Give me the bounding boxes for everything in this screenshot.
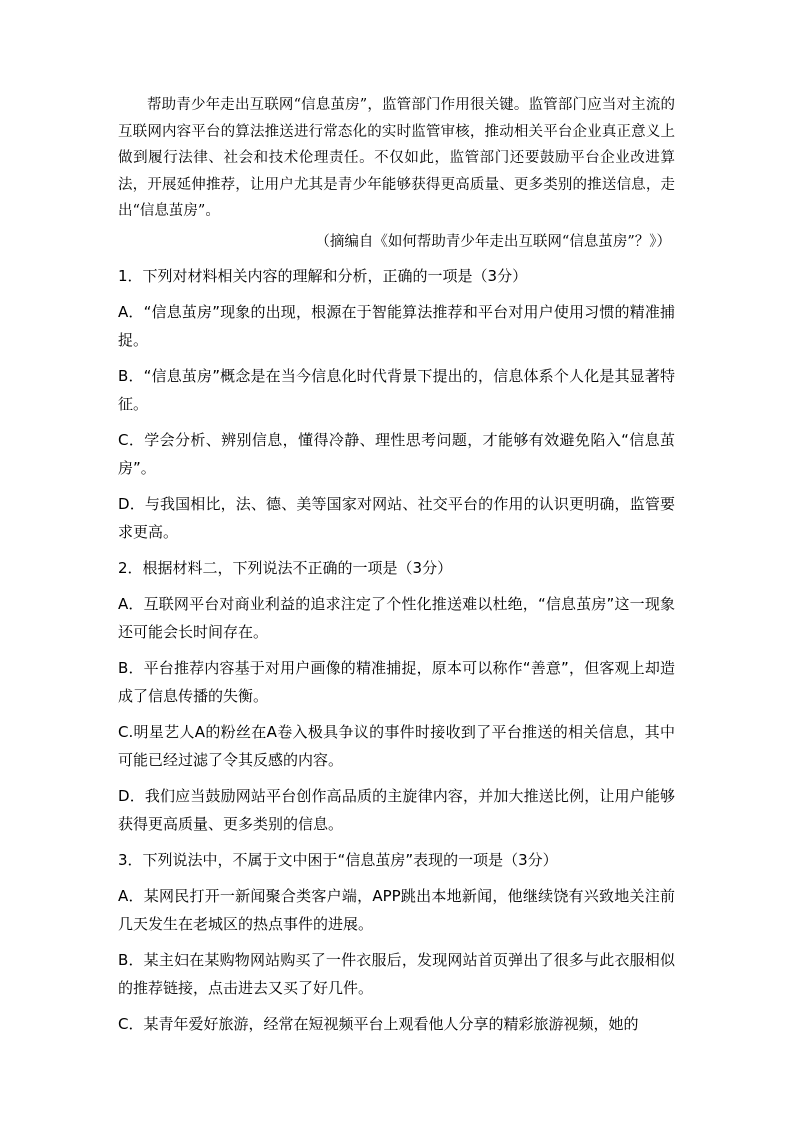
question-1-stem: 1．下列对材料相关内容的理解和分析，正确的一项是（3分）: [118, 267, 528, 285]
exam-content: [118, 92, 675, 1038]
question-2-stem: 2．根据材料二，下列说法不正确的一项是（3分）: [118, 559, 453, 577]
question-3-option-a: A．某网民打开一新闻聚合类客户端，APP跳出本地新闻，他继续饶有兴致地关注前几天发生在老城区的热点事件的进展。: [118, 887, 675, 933]
question-2-option-d: D．我们应当鼓励网站平台创作高品质的主旋律内容，并加大推送比例，让用户能够获得更高质量、更多类别的信息。: [118, 787, 675, 833]
question-2-option-a: A．互联网平台对商业利益的追求注定了个性化推送难以杜绝，“信息茧房”这一现象还可能会长时间存在。: [118, 595, 675, 641]
question-3-option-c: C．某青年爱好旅游，经常在短视频平台上观看他人分享的精彩旅游视频，她的: [118, 1015, 639, 1033]
question-1-option-a: A．“信息茧房”现象的出现，根源在于智能算法推荐和平台对用户使用习惯的精准捕捉。: [118, 303, 675, 349]
question-1-option-c: C．学会分析、辨别信息，懂得冷静、理性思考问题，才能够有效避免陷入“信息茧房”。: [118, 431, 675, 477]
passage-source: （摘编自《如何帮助青少年走出互联网“信息茧房”？》）: [315, 233, 671, 250]
question-2-option-b: B．平台推荐内容基于对用户画像的精准捕捉，原本可以称作“善意”，但客观上却造成了信息传播的失衡。: [118, 659, 675, 705]
question-1-option-d: D．与我国相比，法、德、美等国家对网站、社交平台的作用的认识更明确，监管要求更高。: [118, 495, 675, 541]
question-3-stem: 3．下列说法中，不属于文中困于“信息茧房”表现的一项是（3分）: [118, 851, 558, 869]
question-3-option-b: B．某主妇在某购物网站购买了一件衣服后，发现网站首页弹出了很多与此衣服相似的推荐链接，点击进去又买了好几件。: [118, 951, 675, 997]
question-2-option-c: C.明星艺人A的粉丝在A卷入极具争议的事件时接收到了平台推送的相关信息，其中可能已经过滤了令其反感的内容。: [118, 723, 675, 769]
passage-paragraph: 帮助青少年走出互联网“信息茧房”，监管部门作用很关键。监管部门应当对主流的互联网内容平台的算法推送进行常态化的实时监管审核，推动相关平台企业真正意义上做到履行法律、社会和技术伦理责任。不仅如此，监管部门还要鼓励平台企业改进算法，开展延伸推荐，让用户尤其是青少年能够获得更高质量、更多类别的推送信息，走出“信息茧房”。: [118, 97, 675, 219]
question-1-option-b: B．“信息茧房”概念是在当今信息化时代背景下提出的，信息体系个人化是其显著特征。: [118, 367, 675, 413]
